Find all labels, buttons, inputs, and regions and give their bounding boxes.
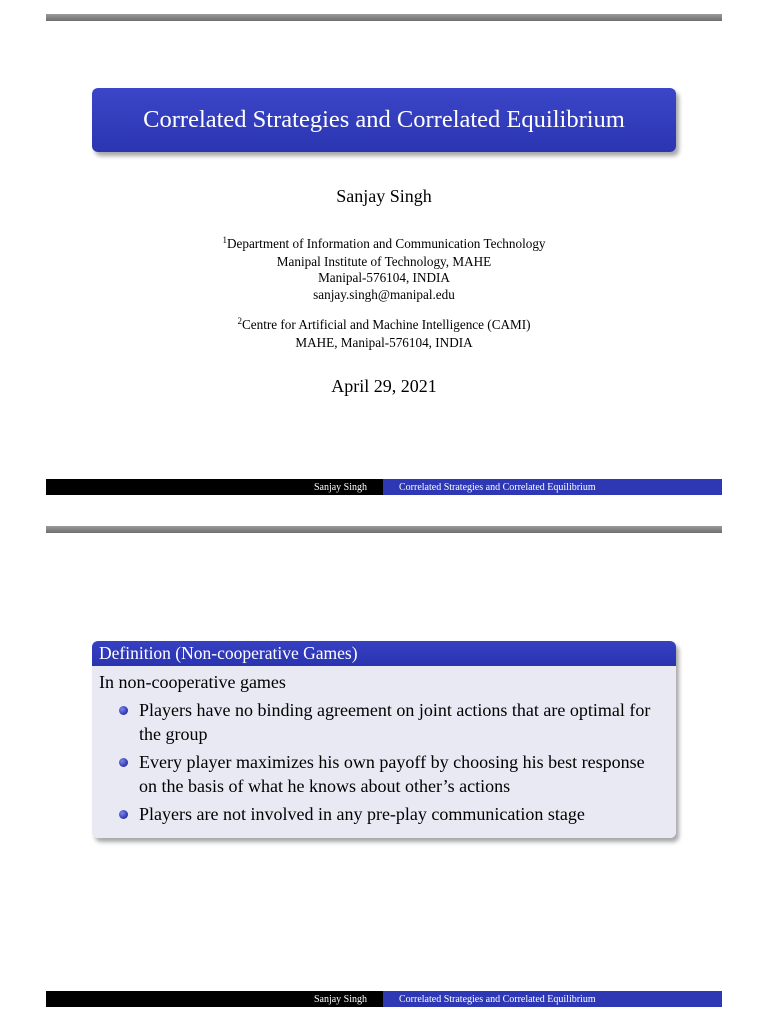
affiliation-2-line: MAHE, Manipal-576104, INDIA [295, 334, 473, 350]
list-item [119, 802, 666, 826]
slide-top-bar [46, 14, 722, 21]
list-item-text: Players have no binding agreement on joint actions that are optimal for the group [139, 700, 651, 744]
footer-author: Sanjay Singh [46, 991, 383, 1007]
list-item [119, 698, 666, 746]
definition-block-title: Definition (Non-cooperative Games) [92, 641, 676, 666]
list-item [119, 750, 666, 798]
list-item-text: Players are not involved in any pre-play communication stage [139, 804, 585, 824]
bullet-icon [119, 810, 128, 819]
definition-block [92, 641, 676, 838]
affiliation-1-line: Department of Information and Communication Technology [226, 236, 546, 251]
presentation-date: April 29, 2021 [331, 376, 437, 396]
affiliation-1-line: Manipal-576104, INDIA [318, 270, 450, 285]
title-slide [46, 14, 722, 496]
list-item-text: Every player maximizes his own payoff by choosing his best response on the basis of what he knows about other’s actions [139, 752, 645, 796]
definition-intro: In non-cooperative games [99, 672, 286, 692]
bullet-icon [119, 758, 128, 767]
footer-title: Correlated Strategies and Correlated Equilibrium [383, 991, 722, 1007]
slide-top-bar [46, 526, 722, 533]
author-name: Sanjay Singh [336, 186, 432, 206]
affiliation-1-mark: 1 [222, 235, 227, 245]
author-email: sanjay.singh@manipal.edu [313, 286, 455, 302]
footer-title: Correlated Strategies and Correlated Equilibrium [383, 479, 722, 495]
title-box [92, 88, 676, 152]
affiliation-2-line: Centre for Artificial and Machine Intelligence (CAMI) [241, 317, 531, 332]
bullet-icon [119, 706, 128, 715]
footer-author: Sanjay Singh [46, 479, 383, 495]
slide-footer [46, 479, 722, 495]
affiliation-1-line: Manipal Institute of Technology, MAHE [276, 253, 492, 269]
definition-block-body [92, 666, 676, 838]
affiliation-2 [46, 317, 722, 351]
definition-slide [46, 526, 722, 1008]
affiliation-2-mark: 2 [237, 316, 242, 326]
definition-list [99, 698, 666, 826]
slide-footer [46, 991, 722, 1007]
affiliation-1 [46, 236, 722, 303]
presentation-title: Correlated Strategies and Correlated Equilibrium [143, 106, 625, 133]
